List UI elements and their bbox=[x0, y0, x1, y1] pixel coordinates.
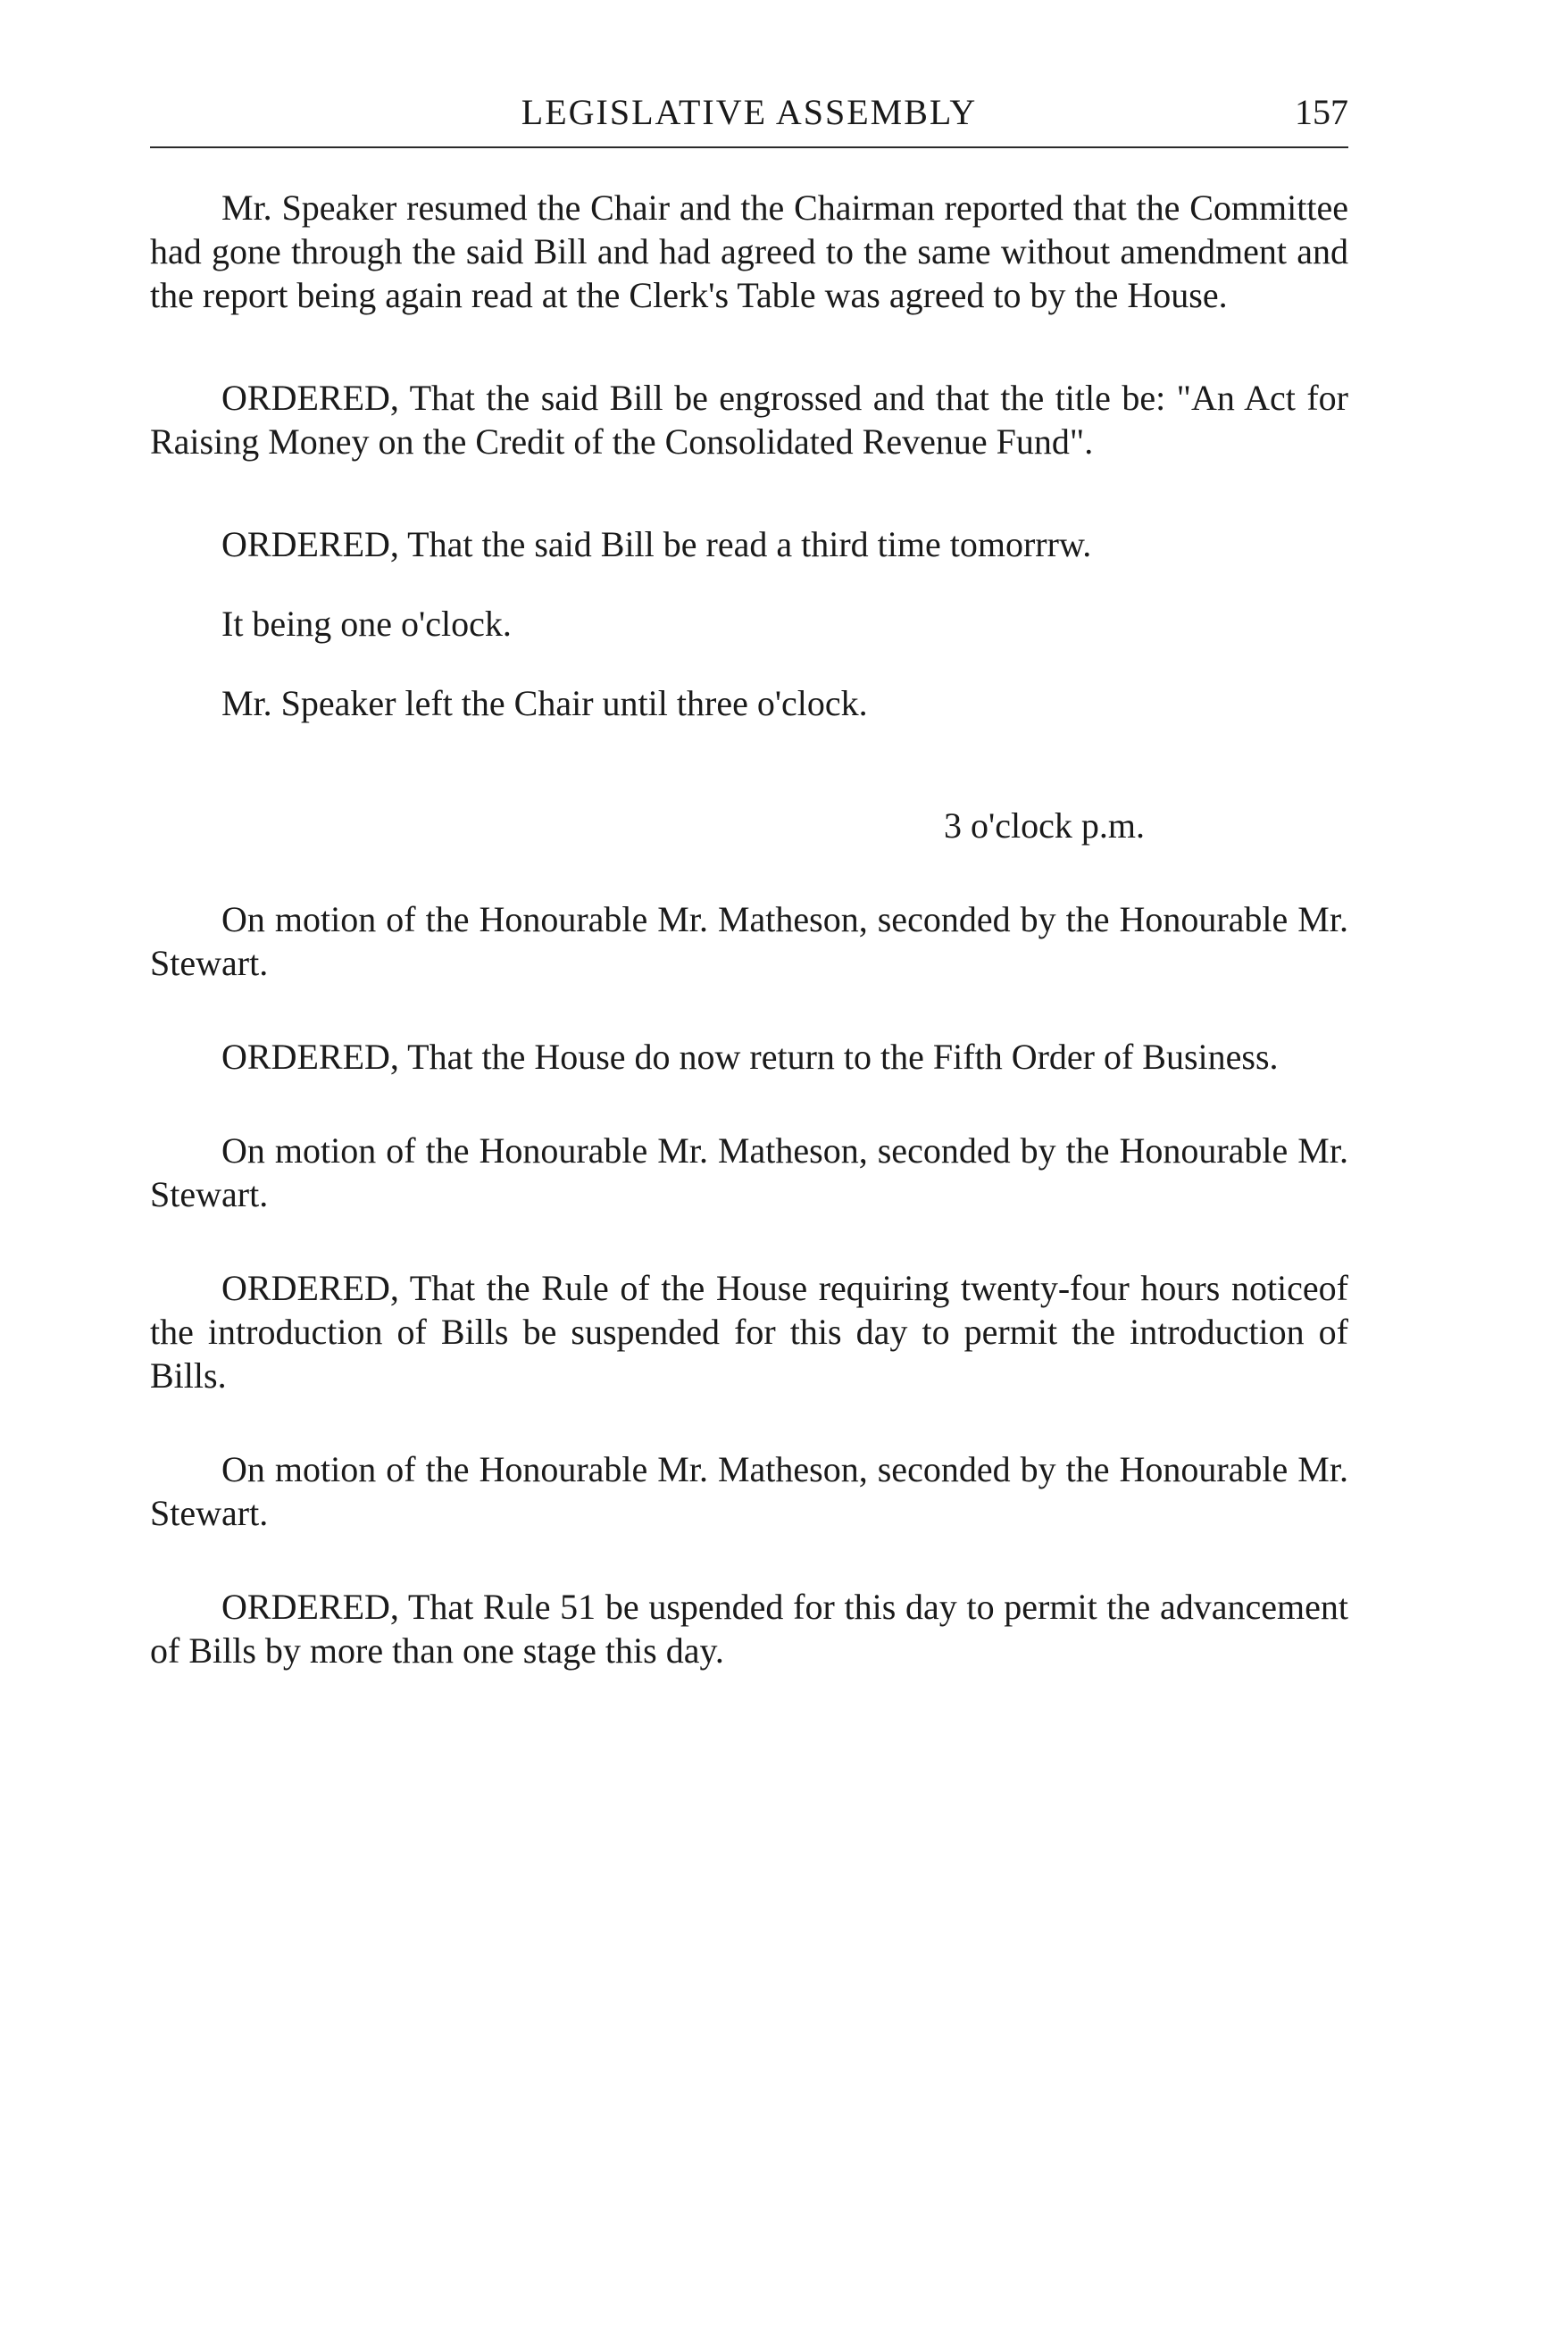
paragraph-ordered-fifth-order: ORDERED, That the House do now return to the Fifth Order of Business. bbox=[221, 1037, 1279, 1077]
time-heading: 3 o'clock p.m. bbox=[944, 805, 1145, 846]
paragraph-speaker-left: Mr. Speaker left the Chair until three o'clock. bbox=[221, 683, 868, 723]
paragraph-motion-2: On motion of the Honourable Mr. Matheson, seconded by the Honourable Mr. Stewart. bbox=[150, 1130, 1348, 1214]
paragraph-ordered-rule-suspended: ORDERED, That the Rule of the House requiring twenty-four hours noticeof the introduction of Bills be suspended for this day to permit the introduction of Bills. bbox=[150, 1268, 1348, 1396]
paragraph-ordered-engrossed: ORDERED, That the said Bill be engrossed and that the title be: "An Act for Raising Money on the Credit of the Consolidated Revenue Fund". bbox=[150, 378, 1348, 462]
running-header bbox=[150, 88, 1348, 148]
body-text bbox=[150, 186, 1348, 1672]
running-title: LEGISLATIVE ASSEMBLY bbox=[521, 92, 978, 132]
paragraph-motion-1: On motion of the Honourable Mr. Matheson, seconded by the Honourable Mr. Stewart. bbox=[150, 899, 1348, 983]
page-number: 157 bbox=[1295, 92, 1348, 132]
paragraph-ordered-rule-51: ORDERED, That Rule 51 be uspended for this day to permit the advancement of Bills by more than one stage this day. bbox=[150, 1587, 1348, 1671]
paragraph-one-oclock: It being one o'clock. bbox=[221, 604, 512, 644]
paragraph-motion-3: On motion of the Honourable Mr. Matheson, seconded by the Honourable Mr. Stewart. bbox=[150, 1449, 1348, 1533]
paragraph-speaker-resumed: Mr. Speaker resumed the Chair and the Chairman reported that the Committee had gone through the said Bill and had agreed to the same without amendment and the report being again read at the Clerk's Table was agreed to by the House. bbox=[150, 188, 1348, 315]
paragraph-ordered-third-reading: ORDERED, That the said Bill be read a third time tomorrrw. bbox=[221, 524, 1092, 564]
